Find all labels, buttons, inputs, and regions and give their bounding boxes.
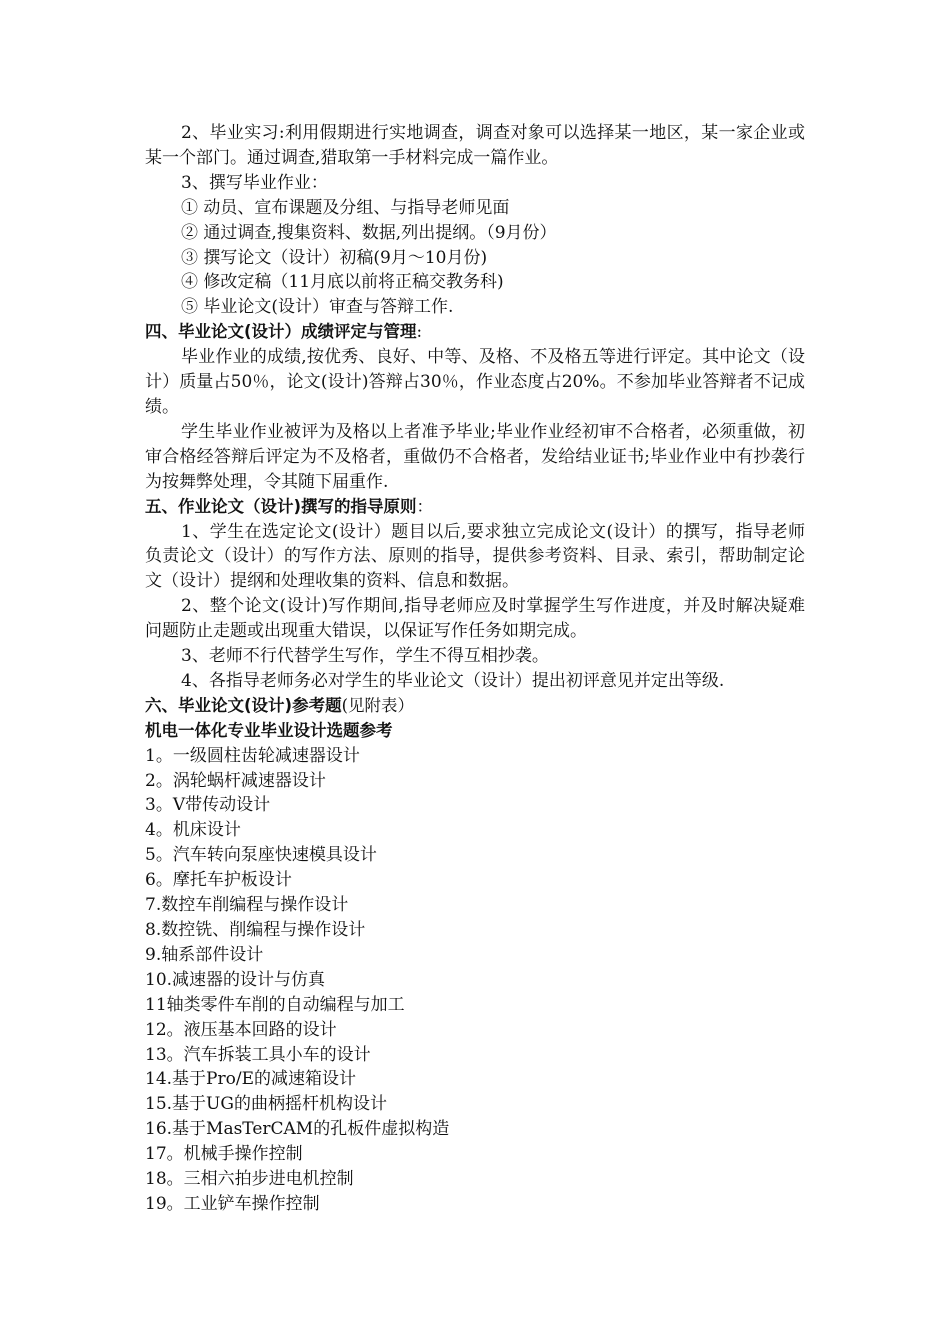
list-item: 19。工业铲车操作控制	[145, 1193, 320, 1214]
topics-list	[145, 744, 805, 1217]
section-heading-guidance	[145, 495, 805, 520]
heading-tail: :	[416, 322, 423, 342]
section-heading-topics	[145, 694, 805, 719]
paragraph-guidance-3: 3、老师不行代替学生写作，学生不得互相抄袭。	[181, 646, 549, 667]
list-item: 5。汽车转向泵座快速模具设计	[145, 845, 377, 866]
list-item: 7.数控车削编程与操作设计	[145, 895, 349, 916]
list-item: 9.轴系部件设计	[145, 944, 264, 965]
list-item: 4。机床设计	[145, 820, 241, 841]
step-item-5: ⑤ 毕业论文(设计）审查与答辩工作.	[181, 297, 454, 318]
heading-text: 四、毕业论文(设计）成绩评定与管理	[145, 322, 417, 342]
document-page	[145, 121, 805, 1217]
heading-tail: ：	[416, 496, 434, 516]
paragraph-guidance-2: 2、整个论文(设计)写作期间,指导老师应及时掌握学生写作进度，并及时解决疑难问题防止走题或出现重大错误，以保证写作任务如期完成。	[145, 596, 805, 642]
paragraph-write-thesis: 3、撰写毕业作业：	[181, 172, 328, 193]
step-item-4: ④ 修改定稿（11月底以前将正稿交教务科)	[181, 272, 504, 293]
step-item-3: ③ 撰写论文（设计）初稿(9月～10月份)	[181, 247, 488, 268]
list-item: 11轴类零件车削的自动编程与加工	[145, 994, 405, 1015]
step-item-2: ② 通过调查,搜集资料、数据,列出提纲。（9月份）	[181, 222, 557, 243]
list-item: 2。涡轮蜗杆减速器设计	[145, 770, 326, 791]
list-item: 8.数控铣、削编程与操作设计	[145, 920, 366, 940]
list-item: 17。机械手操作控制	[145, 1144, 303, 1165]
topics-title: 机电一体化专业毕业设计选题参考	[145, 720, 393, 740]
paragraph-grading-2: 学生毕业作业被评为及格以上者准予毕业;毕业作业经初审不合格者，必须重做，初审合格经答辩后评定为不及格者，重做仍不合格者，发给结业证书;毕业作业中有抄袭行为按舞弊处理，令其随下届重作.	[145, 421, 805, 492]
section-heading-grading	[145, 320, 805, 345]
paragraph-guidance-1: 1、学生在选定论文(设计）题目以后,要求独立完成论文(设计）的撰写，指导老师负责论文（设计）的写作方法、原则的指导，提供参考资料、目录、索引，帮助制定论文（设计）提纲和处理收集的资料、信息和数据。	[145, 521, 805, 592]
list-item: 6。摩托车护板设计	[145, 870, 292, 891]
list-item: 16.基于MasTerCAM的孔板件虚拟构造	[145, 1119, 450, 1140]
heading-text: 六、毕业论文(设计)参考题	[145, 695, 342, 715]
paragraph-grading-1: 毕业作业的成绩,按优秀、良好、中等、及格、不及格五等进行评定。其中论文（设计）质量占50％，论文(设计)答辩占30％，作业态度占20%。不参加毕业答辩者不记成绩。	[145, 347, 805, 417]
list-item: 12。液压基本回路的设计	[145, 1019, 337, 1040]
list-item: 1。一级圆柱齿轮减速器设计	[145, 745, 360, 766]
paragraph-guidance-4: 4、各指导老师务必对学生的毕业论文（设计）提出初评意见并定出等级.	[181, 670, 725, 691]
list-item: 18。三相六拍步进电机控制	[145, 1169, 354, 1190]
list-item: 10.减速器的设计与仿真	[145, 969, 326, 990]
list-item: 15.基于UG的曲柄摇杆机构设计	[145, 1094, 387, 1115]
list-item: 3。V带传动设计	[145, 795, 271, 816]
heading-text: 五、作业论文（设计)撰写的指导原则	[145, 496, 417, 516]
list-item: 13。汽车拆装工具小车的设计	[145, 1044, 371, 1065]
paragraph-internship: 2、毕业实习:利用假期进行实地调查，调查对象可以选择某一地区，某一家企业或某一个部门。通过调查,猎取第一手材料完成一篇作业。	[145, 123, 805, 168]
heading-tail: (见附表）	[341, 695, 415, 715]
step-item-1: ① 动员、宣布课题及分组、与指导老师见面	[181, 197, 510, 218]
list-item: 14.基于Pro/E的减速箱设计	[145, 1069, 356, 1090]
